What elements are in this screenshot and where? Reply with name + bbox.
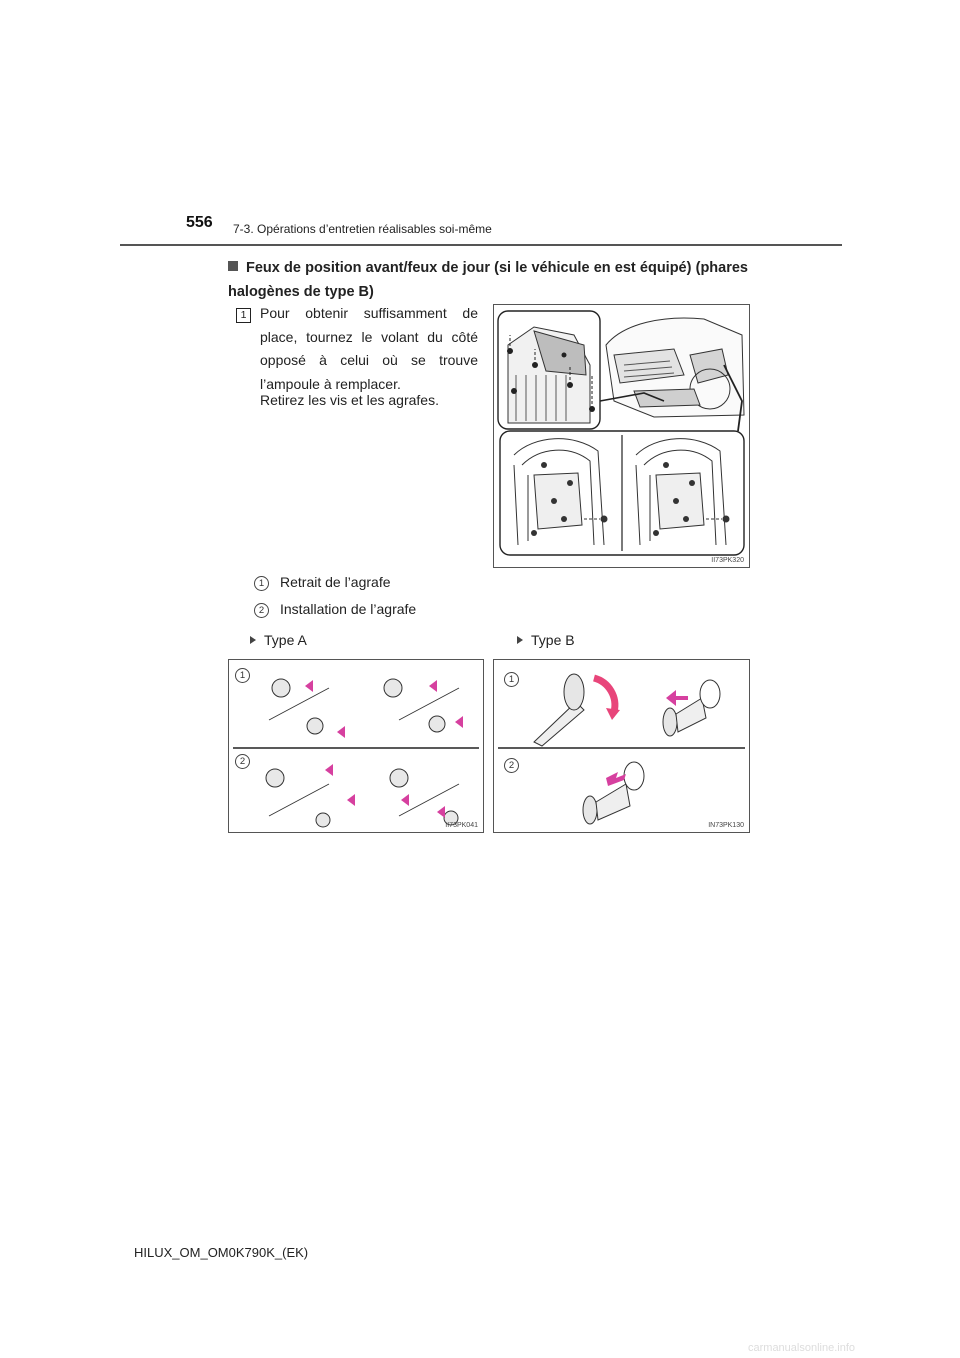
watermark: carmanualsonline.info bbox=[748, 1342, 856, 1354]
header-rule bbox=[120, 244, 842, 246]
row-1-marker: 1 bbox=[235, 668, 250, 683]
type-a-label: Type A bbox=[250, 632, 307, 648]
type-b-label: Type B bbox=[517, 632, 575, 648]
step-number-badge: 1 bbox=[236, 305, 251, 323]
clip-type-a-illustration bbox=[229, 660, 483, 832]
section-title: 7-3. Opérations d’entretien réalisables soi-même bbox=[233, 222, 492, 236]
row-1-marker: 1 bbox=[504, 672, 519, 687]
figure-code: IN73PK130 bbox=[708, 822, 744, 829]
vehicle-illustration bbox=[494, 305, 749, 567]
triangle-bullet-icon bbox=[250, 636, 256, 644]
legend-item: 1 Retrait de l’agrafe bbox=[254, 574, 391, 591]
square-bullet-icon bbox=[228, 261, 238, 271]
subsection-heading-text: Feux de position avant/feux de jour (si le véhicule en est équipé) (phares halogènes de type B) bbox=[228, 260, 748, 300]
figure-type-b-clip bbox=[493, 659, 750, 833]
row-2-marker: 2 bbox=[235, 754, 250, 769]
step-instruction: Pour obtenir suffisamment de place, tournez le volant du côté opposé à celui où se trouve l’ampoule à remplacer. bbox=[260, 305, 478, 392]
document-footer: HILUX_OM_OM0K790K_(EK) bbox=[134, 1245, 309, 1260]
figure-type-a-clip bbox=[228, 659, 484, 833]
legend-item: 2 Installation de l’agrafe bbox=[254, 601, 416, 618]
figure-screw-clip-removal bbox=[493, 304, 750, 568]
row-2-marker: 2 bbox=[504, 758, 519, 773]
triangle-bullet-icon bbox=[517, 636, 523, 644]
subsection-heading bbox=[228, 256, 748, 304]
step-instruction-2: Retirez les vis et les agrafes. bbox=[260, 392, 439, 408]
figure-code: II73PK041 bbox=[445, 822, 478, 829]
clip-type-b-illustration bbox=[494, 660, 749, 832]
page-number: 556 bbox=[186, 214, 213, 231]
figure-code: II73PK320 bbox=[711, 557, 744, 564]
